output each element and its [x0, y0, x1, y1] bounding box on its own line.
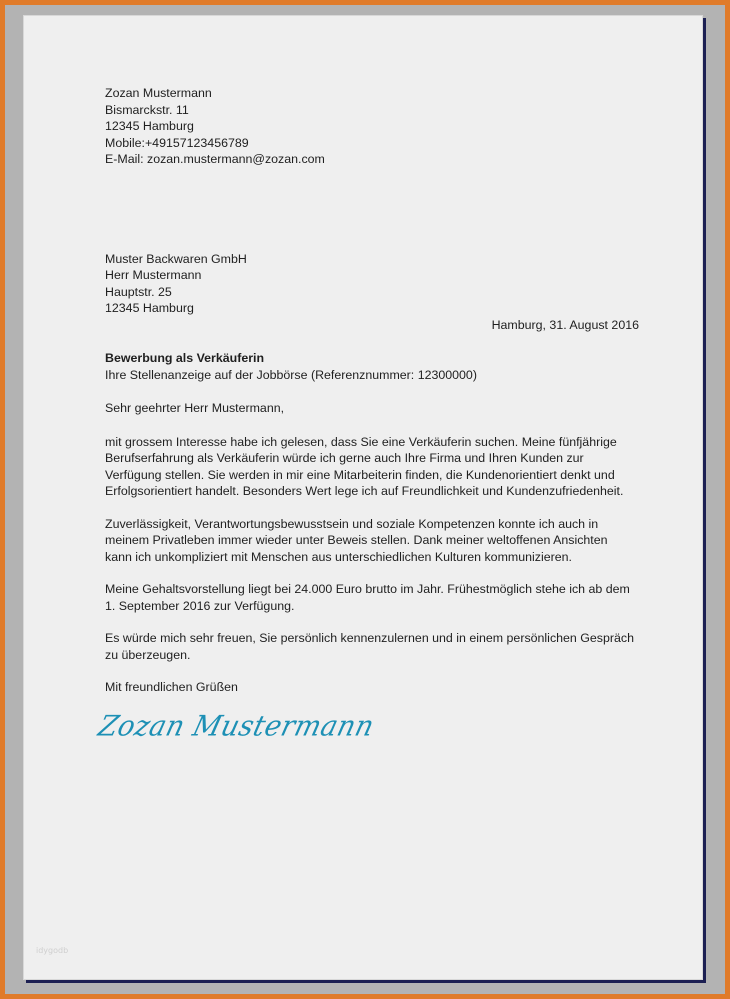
paragraph-salary — [105, 581, 639, 614]
sender-street: Bismarckstr. 11 — [105, 102, 189, 117]
sender-email: E-Mail: zozan.mustermann@zozan.com — [105, 152, 325, 166]
sender-address — [105, 85, 639, 168]
closing: Mit freundlichen Grüßen — [105, 680, 238, 694]
paragraph-line: zu überzeugen. — [105, 647, 191, 662]
paragraph-line: Es würde mich sehr freuen, Sie persönlich kennenzulernen und in einem persönlichen Gespräch — [105, 631, 634, 645]
paragraph-line: Verfügung stellen. Sie werden in mir eine Mitarbeiterin finden, die Kundenorientiert denkt und — [105, 467, 615, 482]
subject — [105, 350, 639, 383]
sender-city: 12345 Hamburg — [105, 119, 194, 133]
paragraph-line: mit grossem Interesse habe ich gelesen, dass Sie eine Verkäuferin suchen. Meine fünfjährige — [105, 434, 617, 449]
letter-date: Hamburg, 31. August 2016 — [491, 317, 639, 332]
watermark: idygodb — [36, 946, 69, 955]
recipient-city: 12345 Hamburg — [105, 301, 194, 315]
paragraph-line: Meine Gehaltsvorstellung liegt bei 24.000 Euro brutto im Jahr. Frühestmöglich stehe ich ab dem — [105, 582, 630, 596]
letter-page — [24, 16, 702, 979]
letter-body — [95, 85, 639, 744]
paragraph-competences — [105, 516, 639, 566]
paragraph-line: 1. September 2016 zur Verfügung. — [105, 598, 295, 613]
paragraph-line: Berufserfahrung als Verkäuferin würde ich gerne auch Ihre Firma und Ihren Kunden zur — [105, 451, 584, 465]
paragraph-interview — [105, 630, 639, 663]
paragraph-line: kann ich unkompliziert mit Menschen aus unterschiedlichen Kulturen kommunizieren. — [105, 549, 572, 564]
sender-name: Zozan Mustermann — [105, 86, 212, 100]
paragraph-line: meinem Privatleben immer wieder unter Beweis stellen. Dank meiner weltoffenen Ansichten — [105, 533, 608, 547]
paragraph-experience — [105, 434, 639, 500]
paragraph-line: Erfolgsorientiert handelt. Besonders Wert lege ich auf Freundlichkeit und Kundenzufriedenheit. — [105, 484, 624, 498]
paragraph-line: Zuverlässigkeit, Verantwortungsbewusstsein und soziale Kompetenzen konnte ich auch in — [105, 516, 599, 531]
sender-mobile: Mobile:+49157123456789 — [105, 135, 249, 150]
recipient-street: Hauptstr. 25 — [105, 284, 172, 299]
subject-title: Bewerbung als Verkäuferin — [105, 351, 265, 365]
handwritten-signature: Zozan Mustermann — [95, 709, 378, 743]
subject-reference: Ihre Stellenanzeige auf der Jobbörse (Referenznummer: 12300000) — [105, 367, 477, 382]
greeting: Sehr geehrter Herr Mustermann, — [105, 401, 285, 415]
recipient-address — [105, 251, 639, 317]
recipient-contact: Herr Mustermann — [105, 268, 202, 282]
recipient-company: Muster Backwaren GmbH — [105, 251, 247, 266]
